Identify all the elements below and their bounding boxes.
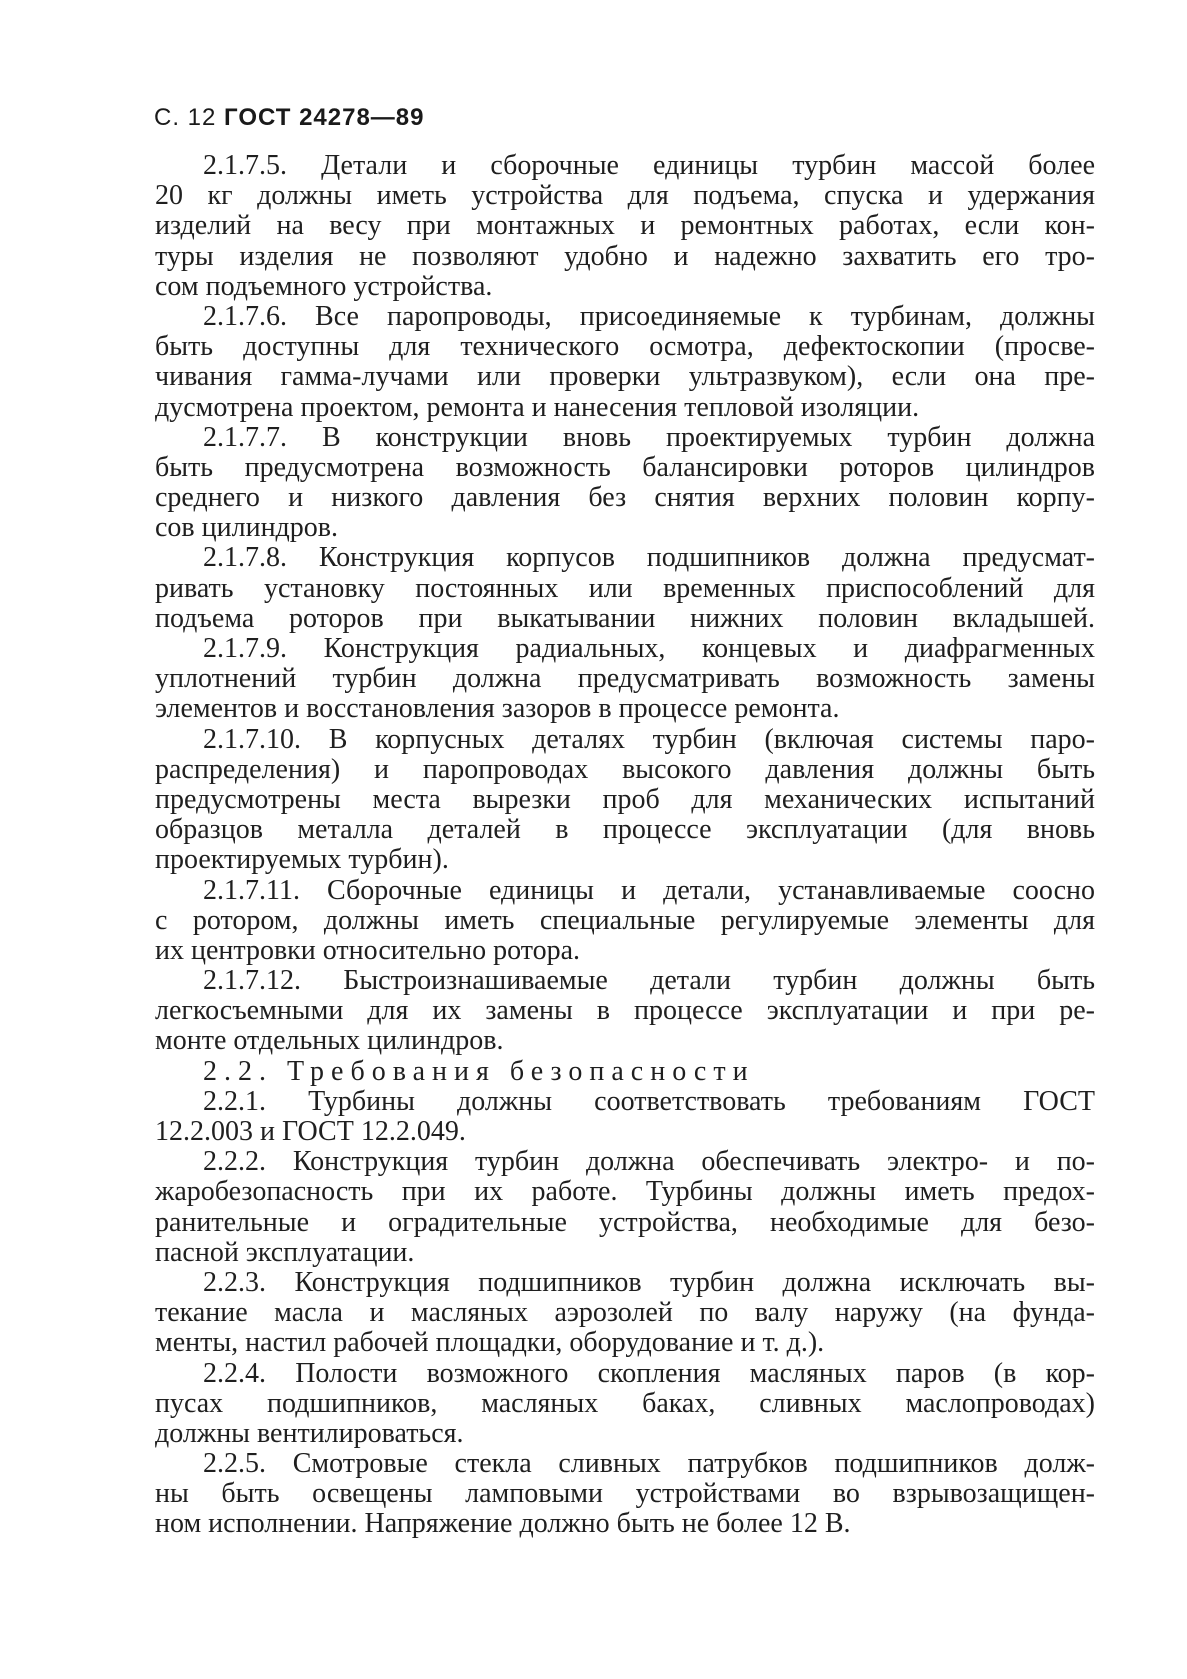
text-line: подъема роторов при выкатывании нижних половин вкладышей.	[155, 602, 1095, 634]
text-line: чивания гамма-лучами или проверки ультразвуком), если она пре-	[155, 361, 1095, 393]
text-line: 2.1.7.6. Все паропроводы, присоединяемые к турбинам, должны	[203, 300, 1095, 332]
text-line: 2.2.1. Турбины должны соответствовать требованиям ГОСТ	[203, 1085, 1095, 1117]
text-line: текание масла и масляных аэрозолей по валу наружу (на фунда-	[155, 1297, 1095, 1329]
text-line: менты, настил рабочей площадки, оборудование и т. д.).	[155, 1327, 825, 1359]
text-line: 2.1.7.8. Конструкция корпусов подшипников должна предусмат-	[203, 542, 1095, 574]
text-line: ны быть освещены ламповыми устройствами во взрывозащищен-	[155, 1478, 1095, 1510]
standard-designation: ГОСТ 24278—89	[224, 104, 425, 131]
text-line: пасной эксплуатации.	[155, 1236, 415, 1268]
text-line: легкосъемными для их замены в процессе эксплуатации и при ре-	[155, 995, 1095, 1027]
text-line: образцов металла деталей в процессе эксплуатации (для вновь	[155, 814, 1095, 846]
text-line: монте отдельных цилиндров.	[155, 1025, 504, 1057]
text-line: 2.1.7.9. Конструкция радиальных, концевых и диафрагменных	[203, 633, 1095, 664]
text-line: их центровки относительно ротора.	[155, 934, 581, 966]
text-line: жаробезопасность при их работе. Турбины должны иметь предох-	[155, 1176, 1095, 1208]
text-line: ном исполнении. Напряжение должно быть не более 12 В.	[155, 1508, 851, 1540]
text-line: сом подъемного устройства.	[155, 270, 493, 302]
text-line: 2.2.5. Смотровые стекла сливных патрубков подшипников долж-	[203, 1448, 1095, 1480]
text-line: ранительные и оградительные устройства, необходимые для безо-	[155, 1206, 1095, 1238]
text-line: 12.2.003 и ГОСТ 12.2.049.	[155, 1116, 466, 1147]
section-heading: 2.2. Требования безопасности	[203, 1055, 755, 1087]
document-body	[155, 151, 1095, 1540]
page-number: С. 12	[154, 104, 217, 131]
text-line: 2.2.4. Полости возможного скопления масляных паров (в кор-	[203, 1357, 1095, 1389]
text-line: проектируемых турбин).	[155, 844, 449, 876]
text-line: должны вентилироваться.	[155, 1417, 464, 1449]
text-line: элементов и восстановления зазоров в процессе ремонта.	[155, 693, 840, 725]
text-line: 2.2.2. Конструкция турбин должна обеспечивать электро- и по-	[203, 1146, 1095, 1178]
text-line: уплотнений турбин должна предусматривать возможность замены	[155, 663, 1095, 695]
text-line: быть доступны для технического осмотра, дефектоскопии (просве-	[155, 331, 1095, 363]
text-line: быть предусмотрена возможность балансировки роторов цилиндров	[155, 451, 1095, 483]
text-line: 2.2.3. Конструкция подшипников турбин должна исключать вы-	[203, 1266, 1095, 1298]
text-line: пусах подшипников, масляных баках, сливных маслопроводах)	[155, 1387, 1095, 1419]
text-line: туры изделия не позволяют удобно и надежно захватить его тро-	[155, 240, 1095, 272]
text-line: дусмотрена проектом, ремонта и нанесения тепловой изоляции.	[155, 391, 920, 423]
text-line: среднего и низкого давления без снятия верхних половин корпу-	[155, 482, 1095, 514]
text-line: распределения) и паропроводах высокого давления должны быть	[155, 753, 1095, 785]
text-line: 2.1.7.7. В конструкции вновь проектируемых турбин должна	[203, 421, 1095, 453]
text-line: 20 кг должны иметь устройства для подъема, спуска и удержания	[155, 180, 1095, 212]
page-header	[154, 104, 425, 132]
text-line: ривать установку постоянных или временных приспособлений для	[155, 572, 1095, 604]
text-line: изделий на весу при монтажных и ремонтных работах, если кон-	[155, 210, 1095, 242]
text-line: 2.1.7.10. В корпусных деталях турбин (включая системы паро-	[203, 723, 1095, 755]
text-line: 2.1.7.5. Детали и сборочные единицы турбин массой более	[203, 150, 1095, 181]
text-line: с ротором, должны иметь специальные регулируемые элементы для	[155, 904, 1095, 936]
text-line: предусмотрены места вырезки проб для механических испытаний	[155, 783, 1095, 815]
text-line: сов цилиндров.	[155, 512, 339, 544]
text-line: 2.1.7.12. Быстроизнашиваемые детали турбин должны быть	[203, 965, 1095, 997]
text-line: 2.1.7.11. Сборочные единицы и детали, устанавливаемые соосно	[203, 874, 1095, 906]
